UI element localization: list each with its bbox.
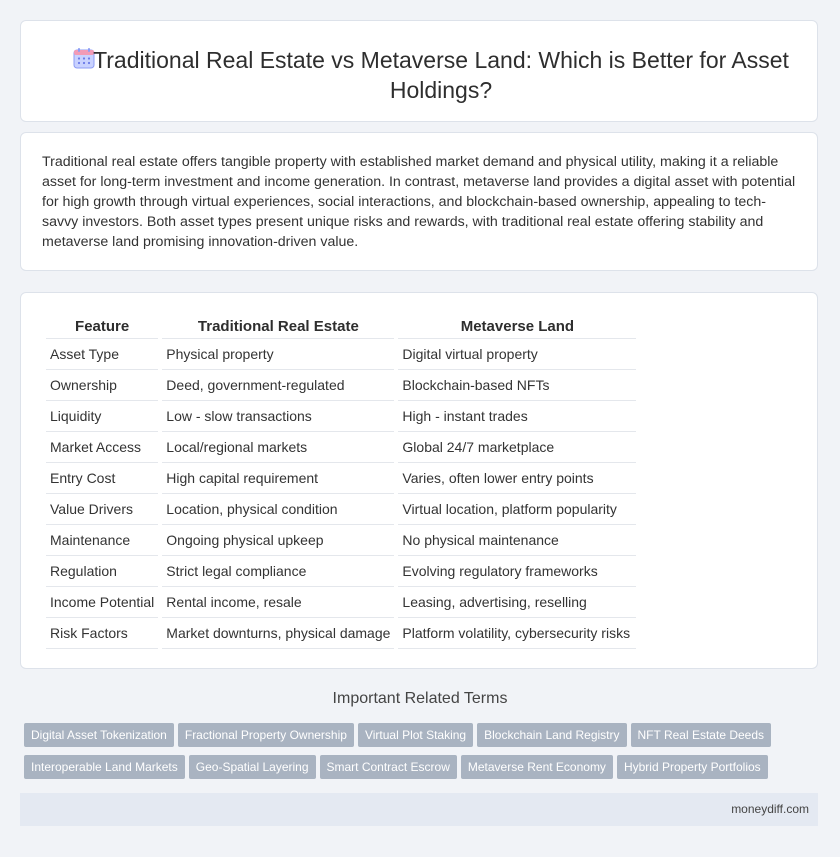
table-row: [46, 587, 636, 618]
related-term-tag[interactable]: NFT Real Estate Deeds: [631, 723, 772, 747]
table-header-row: [46, 314, 636, 339]
table-row: [46, 463, 636, 494]
related-term-tag[interactable]: Fractional Property Ownership: [178, 723, 354, 747]
table-row: [46, 494, 636, 525]
table-cell: High capital requirement: [162, 463, 394, 494]
comparison-card: [20, 292, 818, 669]
table-cell: Local/regional markets: [162, 432, 394, 463]
table-cell: Strict legal compliance: [162, 556, 394, 587]
title-card: [20, 20, 818, 122]
intro-card: [20, 132, 818, 271]
related-term-tag[interactable]: Geo-Spatial Layering: [189, 755, 316, 779]
table-cell: Blockchain-based NFTs: [398, 370, 636, 401]
table-cell: Market downturns, physical damage: [162, 618, 394, 649]
related-term-tag[interactable]: Digital Asset Tokenization: [24, 723, 174, 747]
table-cell: Platform volatility, cybersecurity risks: [398, 618, 636, 649]
table-cell: Maintenance: [46, 525, 158, 556]
related-terms-list: [24, 723, 824, 787]
table-row: [46, 401, 636, 432]
related-term-tag[interactable]: Metaverse Rent Economy: [461, 755, 613, 779]
related-term-tag[interactable]: Blockchain Land Registry: [477, 723, 626, 747]
footer: [20, 793, 818, 826]
intro-paragraph: Traditional real estate offers tangible property with established market demand and physical utility, making it a reliable asset for long-term investment and income generation. In contrast, metaverse land provides a digital asset with potential for high growth through virtual experiences, social interactions, and blockchain-based ownership, appealing to tech-savvy investors. Both asset types present unique risks and rewards, with traditional real estate offering stability and metaverse land promising innovation-driven value.: [42, 154, 796, 250]
comparison-table: [42, 314, 640, 649]
column-header: Metaverse Land: [398, 314, 636, 339]
table-row: [46, 370, 636, 401]
related-term-tag[interactable]: Smart Contract Escrow: [320, 755, 457, 779]
table-cell: Leasing, advertising, reselling: [398, 587, 636, 618]
table-cell: Asset Type: [46, 339, 158, 370]
table-cell: Evolving regulatory frameworks: [398, 556, 636, 587]
related-terms-heading: Important Related Terms: [332, 690, 508, 707]
table-cell: Regulation: [46, 556, 158, 587]
table-row: [46, 432, 636, 463]
column-header: Feature: [46, 314, 158, 339]
table-row: [46, 618, 636, 649]
table-cell: No physical maintenance: [398, 525, 636, 556]
table-cell: Market Access: [46, 432, 158, 463]
table-cell: Location, physical condition: [162, 494, 394, 525]
table-cell: Value Drivers: [46, 494, 158, 525]
table-cell: Physical property: [162, 339, 394, 370]
table-row: [46, 556, 636, 587]
table-cell: Low - slow transactions: [162, 401, 394, 432]
related-term-tag[interactable]: Virtual Plot Staking: [358, 723, 473, 747]
table-cell: Global 24/7 marketplace: [398, 432, 636, 463]
column-header: Traditional Real Estate: [162, 314, 394, 339]
table-row: [46, 525, 636, 556]
table-cell: Ownership: [46, 370, 158, 401]
table-cell: Varies, often lower entry points: [398, 463, 636, 494]
table-cell: High - instant trades: [398, 401, 636, 432]
table-cell: Deed, government-regulated: [162, 370, 394, 401]
table-cell: Rental income, resale: [162, 587, 394, 618]
site-name[interactable]: moneydiff.com: [731, 802, 809, 816]
table-cell: Income Potential: [46, 587, 158, 618]
related-term-tag[interactable]: Hybrid Property Portfolios: [617, 755, 768, 779]
table-row: [46, 339, 636, 370]
table-cell: Digital virtual property: [398, 339, 636, 370]
table-cell: Virtual location, platform popularity: [398, 494, 636, 525]
related-term-tag[interactable]: Interoperable Land Markets: [24, 755, 185, 779]
table-cell: Entry Cost: [46, 463, 158, 494]
table-cell: Liquidity: [46, 401, 158, 432]
table-cell: Risk Factors: [46, 618, 158, 649]
page-title: Traditional Real Estate vs Metaverse Land: Which is Better for Asset Holdings?: [93, 47, 789, 103]
table-cell: Ongoing physical upkeep: [162, 525, 394, 556]
